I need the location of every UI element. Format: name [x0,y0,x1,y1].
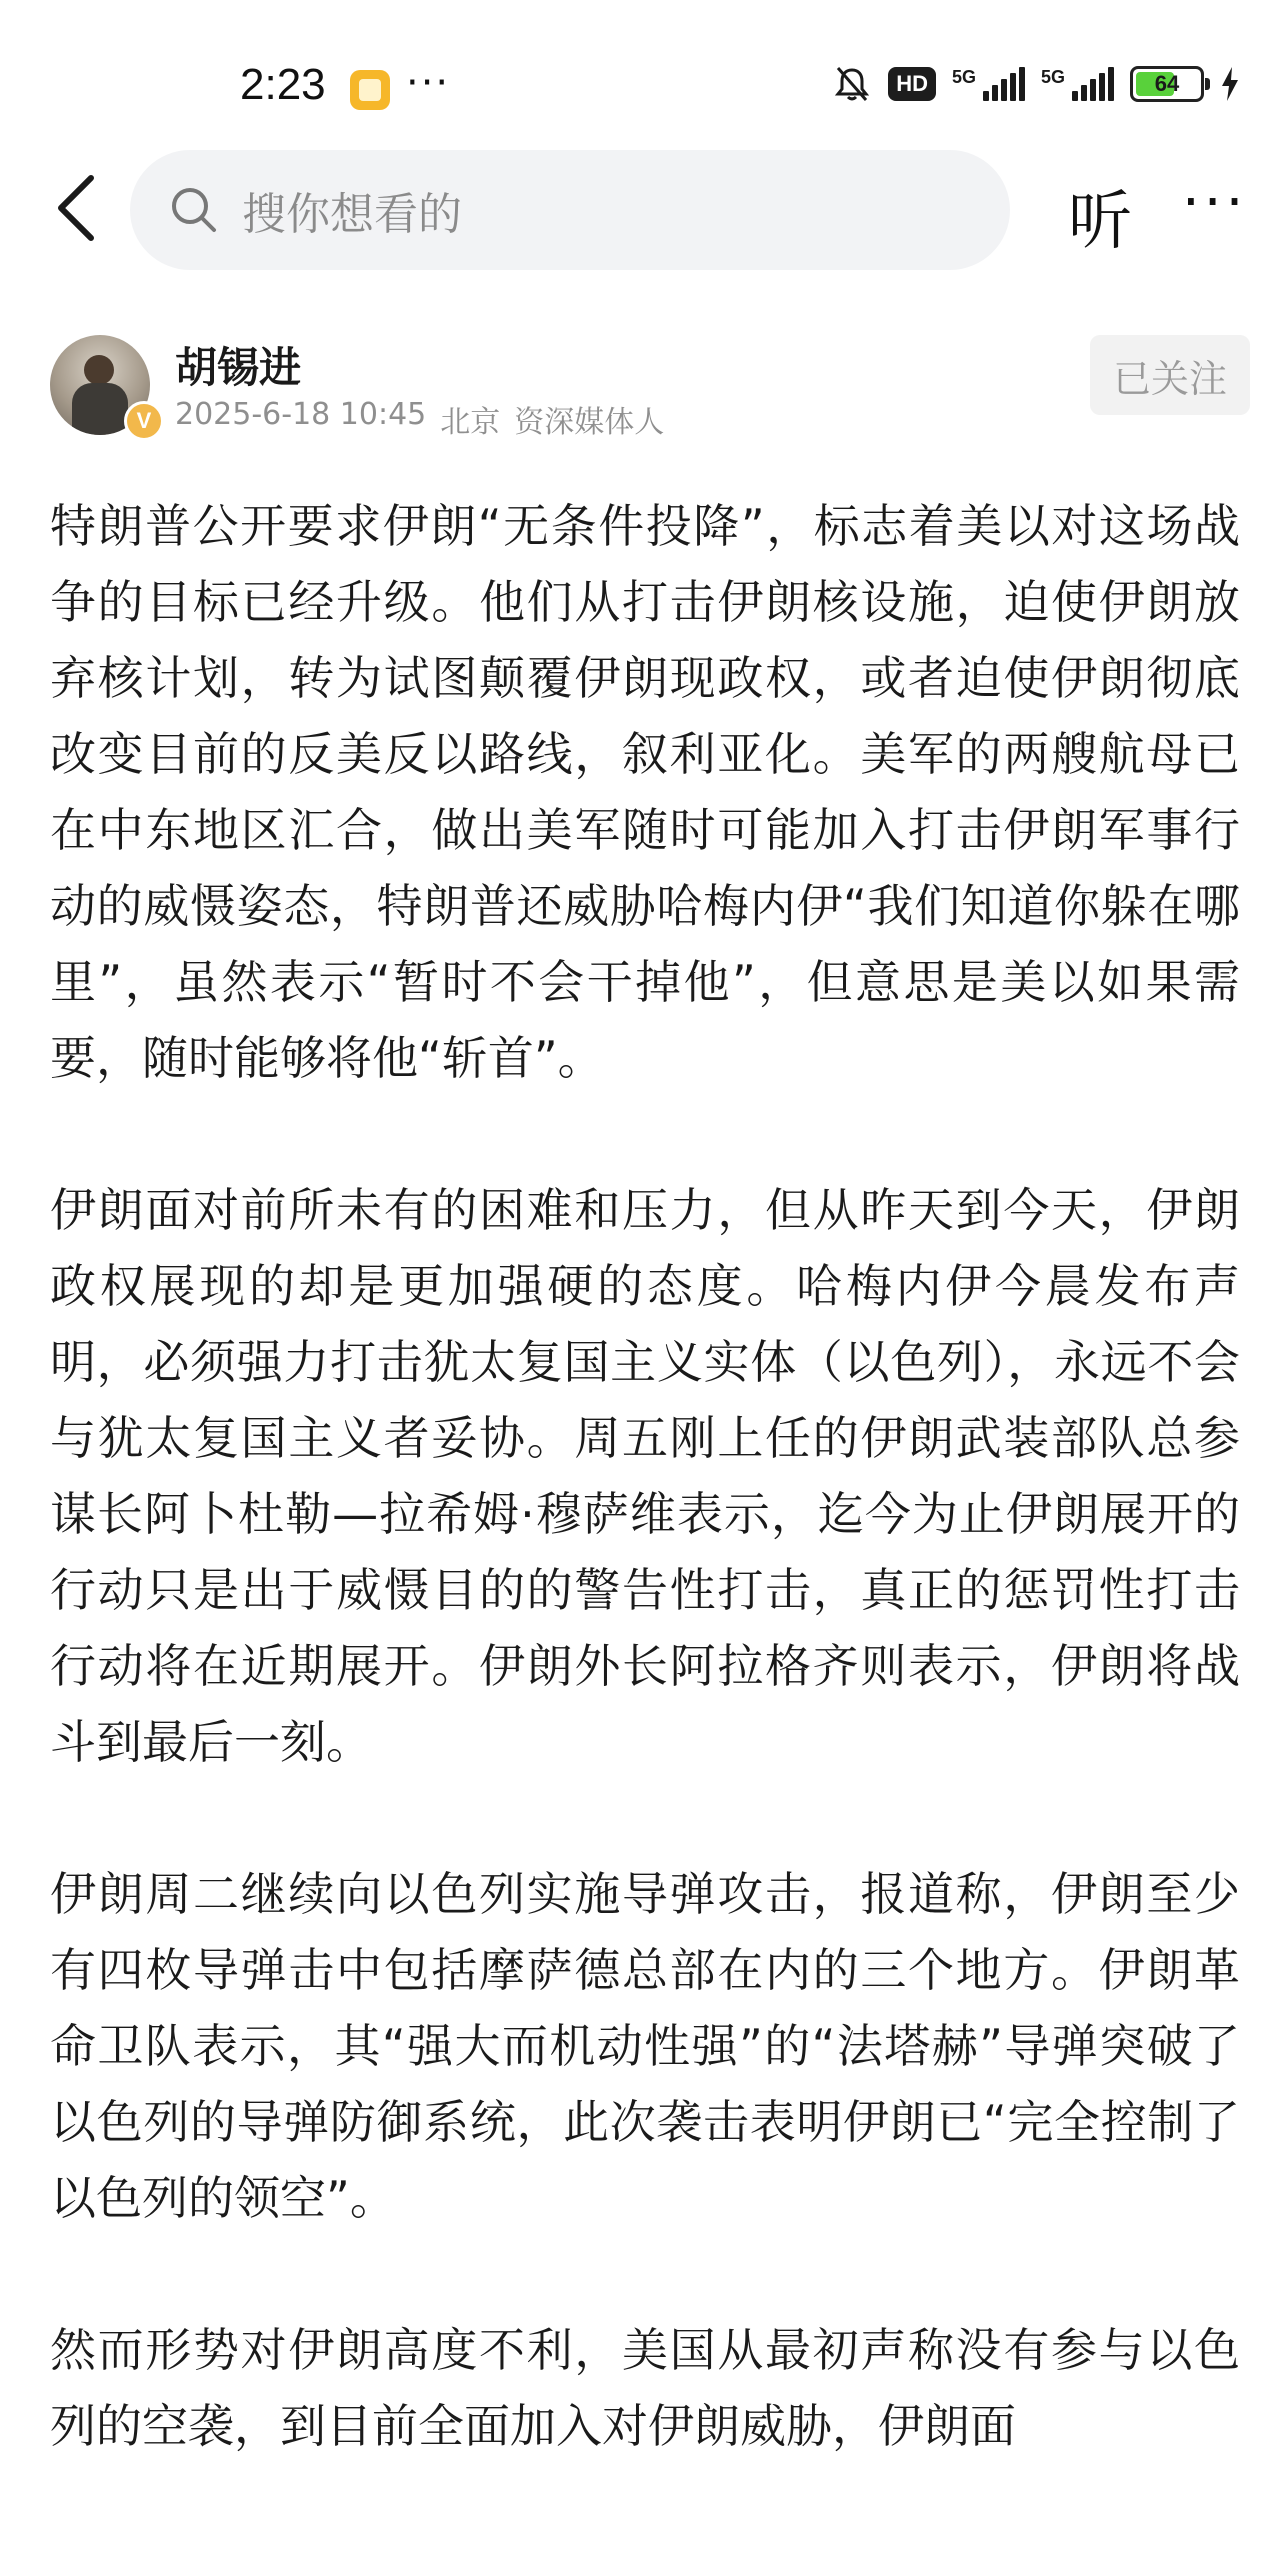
notification-app-icon [350,70,390,110]
article-paragraph: 伊朗面对前所未有的困难和压力，但从昨天到今天，伊朗政权展现的却是更加强硬的态度。哈梅内伊今晨发布声明，必须强力打击犹太复国主义实体（以色列），永远不会与犹太复国主义者妥协。周五刚上任的伊朗武装部队总参谋长阿卜杜勒—拉希姆·穆萨维表示，迄今为止伊朗展开的行动只是出于威慑目的的警告性打击，真正的惩罚性打击行动将在近期展开。伊朗外长阿拉格齐则表示，伊朗将战斗到最后一刻。 [50,1183,1240,1769]
article-paragraph: 特朗普公开要求伊朗“无条件投降”，标志着美以对这场战争的目标已经升级。他们从打击伊朗核设施，迫使伊朗放弃核计划，转为试图颠覆伊朗现政权，或者迫使伊朗彻底改变目前的反美反以路线，叙利亚化。美军的两艘航母已在中东地区汇合，做出美军随时可能加入打击伊朗军事行动的威慑姿态，特朗普还威胁哈梅内伊“我们知道你躲在哪里”，虽然表示“暂时不会干掉他”，但意思是美以如果需要，随时能够将他“斩首”。 [50,499,1240,1085]
battery-icon [1130,66,1204,102]
post-location: 北京 [440,405,501,440]
status-time: 2:23 [240,60,326,109]
article-paragraph: 伊朗周二继续向以色列实施导弹攻击，报道称，伊朗至少有四枚导弹击中包括摩萨德总部在内的三个地方。伊朗革命卫队表示，其“强大而机动性强”的“法塔赫”导弹突破了以色列的导弹防御系统，此次袭击表明伊朗已“完全控制了以色列的领空”。 [50,1867,1240,2225]
search-icon [166,182,222,238]
more-options-button[interactable]: ··· [1182,170,1248,235]
status-bar [0,0,1280,140]
battery-label: 64 [1154,71,1180,96]
back-button[interactable] [40,168,110,248]
search-input[interactable] [130,150,1010,270]
article-paragraph: 然而形势对伊朗高度不利，美国从最初声称没有参与以色列的空袭，到目前全面加入对伊朗威胁，伊朗面 [50,2323,1240,2453]
author-name[interactable]: 胡锡进 [175,343,302,392]
author-header [50,335,1250,445]
hd-voice-badge: HD [888,67,936,101]
post-date: 2025-6-18 10:45 [175,397,427,432]
network-type-label: 5G [951,67,976,87]
status-icons [832,64,1240,104]
search-placeholder: 搜你想看的 [242,189,462,240]
verified-badge-icon: V [124,401,164,441]
article-body [50,488,1240,2540]
top-nav-bar [0,140,1280,270]
status-more-icon: ··· [406,60,451,106]
mute-bell-icon [832,64,872,104]
signal-5g-1-icon [952,67,1025,101]
author-meta [175,397,664,441]
signal-5g-2-icon [1041,67,1114,101]
charging-bolt-icon [1220,67,1240,101]
listen-button[interactable]: 听 [1068,185,1132,259]
chevron-left-icon [53,172,97,244]
author-title: 资深媒体人 [514,405,665,440]
follow-button[interactable]: 已关注 [1090,335,1250,415]
network-type-label: 5G [1040,67,1065,87]
